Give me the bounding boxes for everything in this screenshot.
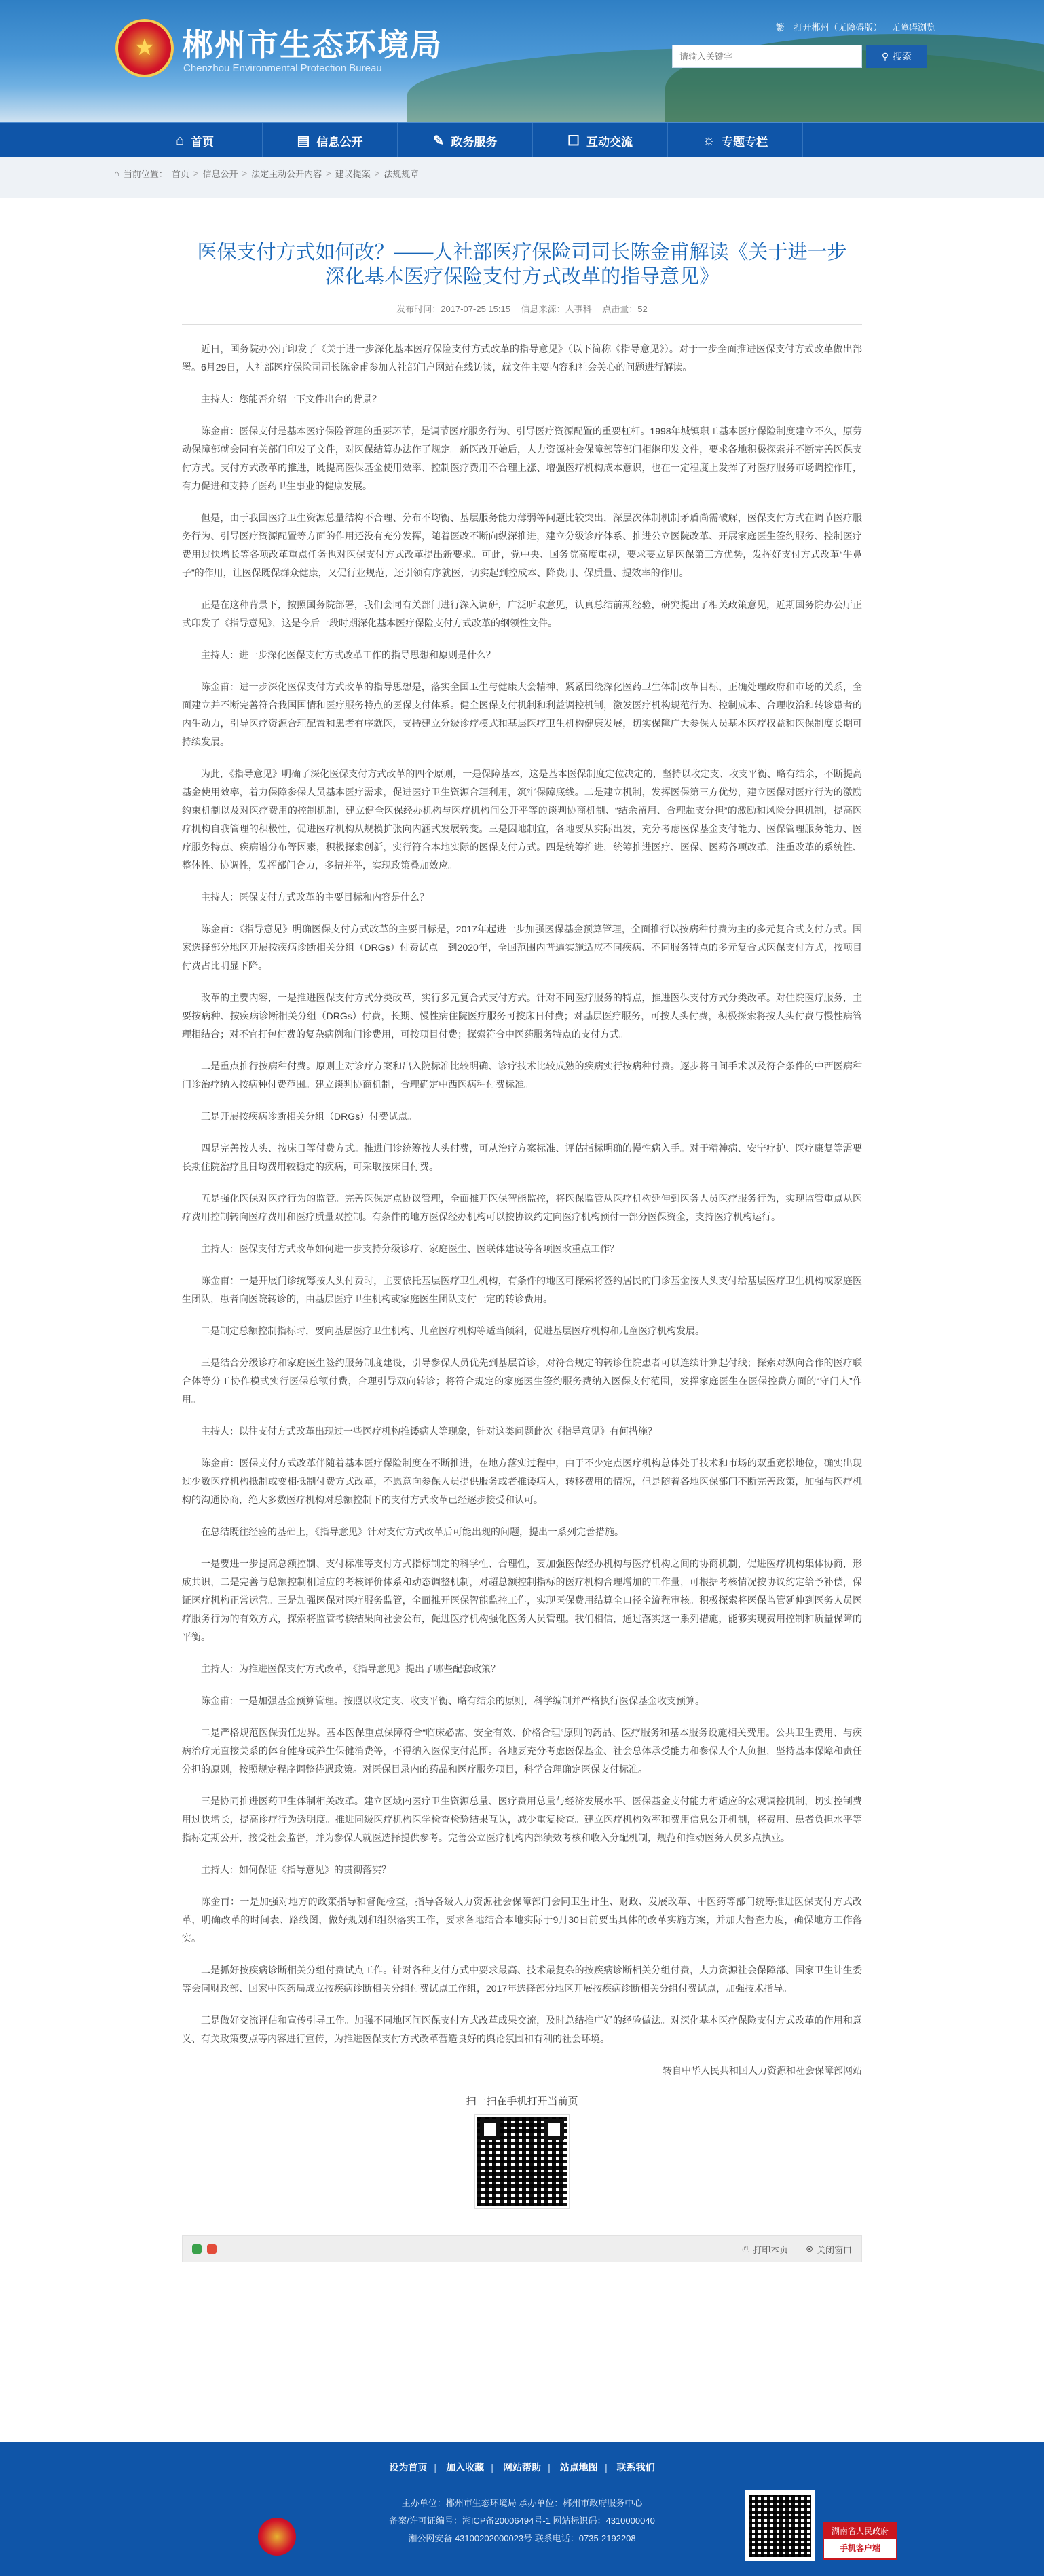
- breadcrumb-info-disclosure[interactable]: 信息公开: [202, 169, 238, 179]
- nav-item-government-services[interactable]: [398, 123, 533, 158]
- article-paragraph: 主持人：您能否介绍一下文件出台的背景？: [201, 394, 381, 405]
- article-title-line: 医保支付方式如何改？——人社部医疗保险司司长陈金甫解读《关于进一步: [197, 242, 847, 263]
- article-paragraph: 主持人：以往支付方式改革出现过一些医疗机构推诿病人等现象，针对这类问题此次《指导意见》有何措施？: [201, 1426, 657, 1437]
- footer-icp: 备案/许可证编号：湘ICP备20006494号-1 网站标识码：4310000040: [389, 2516, 655, 2526]
- footer-police-record: 湘公网安备 43100202000023号 联系电话：0735-2192208: [408, 2533, 636, 2543]
- article-paragraph: 陈金甫：《指导意见》明确医保支付方式改革的主要目标是，2017年起进一步加强医保基金预算管理，全面推行以按病种付费为主的多元复合式支付方式。国家选择部分地区开展按疾病诊断相关分组（DRGs）付费试点。到2020年，全国范围内普遍实施适应不同疾病、不同服务特点的多元复合式医保支付方式，按项目付费占比明显下降。: [182, 924, 862, 972]
- pen-icon: ✎: [432, 133, 445, 149]
- close-window-button[interactable]: [806, 2243, 852, 2256]
- article-paragraph: 一是要进一步提高总额控制、支付标准等支付方式指标制定的科学性、合理性，要加强医保经办机构与医疗机构之间的协商机制，促进医疗机构集体协商，形成共识，二是完善与总额控制相适应的考核评价体系和动态调整机制，对超总额控制指标的医疗机构合理增加的工作量，可根据考核情况按协议约定给予补偿，保证医疗机构正常运营。三是加强医保对医疗服务监管，全面推开医保智能监控工作，实现医保费用结算全口径全流程审核。积极探索将医保监管延伸到医务人员医疗服务行为的有效方式，探索将监管考核结果向社会公布，促进医疗机构强化医务人员管理。我们相信，通过落实这一系列措施，能够实现费用控制和质量保障的平衡。: [182, 1558, 862, 1643]
- article-source-note: 转自中华人民共和国人力资源和社会保障部网站: [663, 2065, 862, 2077]
- breadcrumb-separator: >: [374, 168, 380, 178]
- article-paragraph: 陈金甫：一是开展门诊统筹按人头付费时，主要依托基层医疗卫生机构，有条件的地区可探索将签约居民的门诊基金按人头支付给基层医疗卫生机构或家庭医生团队，患者向医院转诊的，由基层医疗卫生机构或家庭医生团队支付一定的转诊费用。: [182, 1275, 862, 1305]
- hunan-gov-app-badge[interactable]: [823, 2522, 897, 2560]
- article-paragraph: 但是，由于我国医疗卫生资源总量结构不合理、分布不均衡、基层服务能力薄弱等问题比较突出，深层次体制机制矛盾尚需破解，医保支付方式在调节医疗服务行为、引导医疗资源配置等方面的作用还没有充分发挥，随着医改不断向纵深推进，建立分级诊疗体系、推进公立医院改革、开展家庭医生签约服务、控制医疗费用过快增长等各项改革重点任务也对医保支付方式改革提出新要求。可此，党中央、国务院高度重视，要求要立足医保第三方优势，发挥好支付方式改革“牛鼻子”的作用，让医保既保群众健康，又促行业规范，还引领有序就医，切实起到控成本、降费用、保质量、提效率的作用。: [182, 512, 862, 579]
- article-title-line: 深化基本医疗保险支付方式改革的指导意见》: [324, 266, 719, 288]
- article-paragraph: 陈金甫：一是加强对地方的政策指导和督促检查，指导各级人力资源社会保障部门会同卫生计生、财政、发展改革、中医药等部门统筹推进医保支付方式改革，明确改革的时间表、路线图，做好规划和组织落实工作，要求各地结合本地实际于9月30日前要出具体的改革实施方案，并加大督查力度，确保地方工作落实。: [182, 1896, 862, 1944]
- article-body: [182, 340, 862, 2080]
- hit-count: 点击量：52: [602, 304, 648, 315]
- footer-link-bookmark[interactable]: 加入收藏: [446, 2462, 485, 2473]
- article-paragraph: 主持人：进一步深化医保支付方式改革工作的指导思想和原则是什么？: [201, 649, 496, 661]
- info-source: 信息来源：人事科: [521, 304, 592, 315]
- search-icon: ⚲: [881, 50, 889, 62]
- article-paragraph: 五是强化医保对医疗行为的监管。完善医保定点协议管理，全面推开医保智能监控，将医保监管从医疗机构延伸到医务人员医疗服务行为，实现监管重点从医疗费用控制转向医疗费用和医疗质量双控制。有条件的地方医保经办机构可以按协议约定向医疗机构预付一部分医保资金，支持医疗机构运行。: [182, 1193, 862, 1223]
- article-paragraph: 主持人：医保支付方式改革如何进一步支持分级诊疗、家庭医生、医联体建设等各项医改重点工作？: [201, 1243, 619, 1255]
- breadcrumb-regulations[interactable]: 法规规章: [384, 169, 420, 179]
- page-qr-code: [475, 2115, 569, 2208]
- main-nav: [0, 122, 1044, 158]
- search-button[interactable]: [866, 45, 927, 68]
- share-icons: [192, 2244, 217, 2254]
- search-input[interactable]: [672, 45, 862, 68]
- breadcrumb-legal-content[interactable]: 法定主动公开内容: [251, 169, 322, 179]
- search-button-label: 搜索: [893, 51, 912, 62]
- close-label: 关闭窗口: [816, 2244, 852, 2255]
- footer-link-contact[interactable]: 联系我们: [616, 2462, 655, 2473]
- location-icon: ⌂: [114, 168, 119, 178]
- printer-icon: ⎙: [742, 2243, 750, 2254]
- top-links: [769, 20, 935, 33]
- article-paragraph: 改革的主要内容，一是推进医保支付方式分类改革，实行多元复合式支付方式。针对不同医疗服务的特点，推进医保支付方式分类改革。对住院医疗服务，主要按病种、按疾病诊断相关分组（DRGs）付费，长期、慢性病住院医疗服务可按床日付费；对基层医疗服务，可按人头付费，积极探索将按人头付费与慢性病管理相结合；对不宜打包付费的复杂病例和门诊费用，可按项目付费；探索符合中医药服务特点的支付方式。: [182, 992, 862, 1040]
- article-paragraph: 为此，《指导意见》明确了深化医保支付方式改革的四个原则，一是保障基本，这是基本医保制度定位决定的，坚持以收定支、收支平衡、略有结余，不断提高基金使用效率，着力保障参保人员基本医疗需求，促进医疗卫生资源合理利用，筑牢保障底线。二是建立机制，发挥医保第三方优势，建立医保对医疗行为的激励约束机制以及对医疗费用的控制机制，建立健全医保经办机构与医疗机构间公开平等的谈判协商机制、“结余留用、合理超支分担”的激励和风险分担机制，提高医疗机构自我管理的积极性，促进医疗机构从规模扩张向内涵式发展转变。三是因地制宜，各地要从实际出发，充分考虑医保基金支付能力、医保管理服务能力、医疗服务特点、疾病谱分布等因素，积极探索创新，实行符合本地实际的医保支付方式。四是统筹推进，统筹推进医疗、医保、医药各项改革，注重改革的系统性、整体性、协调性，发挥部门合力，多措并举，实现政策叠加效应。: [182, 768, 862, 871]
- article-paragraph: 三是开展按疾病诊断相关分组（DRGs）付费试点。: [201, 1111, 417, 1122]
- party-emblem-icon[interactable]: [258, 2518, 296, 2556]
- article-paragraph: 陈金甫：医保支付是基本医疗保险管理的重要环节，是调节医疗服务行为、引导医疗资源配置的重要杠杆。1998年城镇职工基本医疗保险制度建立不久，原劳动保障部就会同有关部门印发了文件，对医保结算办法作了规定。新医改开始后，人力资源社会保障部等部门相继印发文件，要求各地积极探索并不断完善医保支付方式。支付方式改革的推进，既提高医保基金使用效率、控制医疗费用不合理上涨、增强医疗机构成本意识，也在一定程度上发挥了对医疗服务市场调控作用，有力促进和支持了医药卫生事业的健康发展。: [182, 425, 862, 492]
- badge-bottom-text: 手机客户端: [839, 2543, 880, 2553]
- print-label: 打印本页: [753, 2244, 789, 2255]
- footer-links: 设为首页 | 加入收藏 | 网站帮助 | 站点地图 | 联系我们: [389, 2462, 655, 2473]
- article-paragraph: 三是结合分级诊疗和家庭医生签约服务制度建设，引导参保人员优先到基层首诊，对符合规定的转诊住院患者可以连续计算起付线；探索对纵向合作的医疗联合体等分工协作模式实行医保总额付费，合理引导双向转诊；将符合规定的家庭医生签约服务费纳入医保支付范围，发挥家庭医生在医保控费方面的“守门人”作用。: [182, 1357, 862, 1405]
- site-title[interactable]: 郴州市生态环境局: [182, 26, 443, 63]
- qr-section: [182, 2094, 862, 2208]
- footer-organizer: 主办单位：郴州市生态环境局 承办单位：郴州市政府服务中心: [401, 2498, 643, 2508]
- publish-date: 发布时间：2017-07-25 15:15: [396, 304, 510, 315]
- nav-item-special-topics[interactable]: [668, 123, 803, 158]
- article-paragraph: 在总结既往经验的基础上，《指导意见》针对支付方式改革后可能出现的问题，提出一系列完善措施。: [201, 1526, 624, 1538]
- nav-item-label: 信息公开: [316, 135, 363, 149]
- article-paragraph: 三是协同推进医药卫生体制相关改革。建立区域内医疗卫生资源总量、医疗费用总量与经济发展水平、医保基金支付能力相适应的宏观调控机制，切实控制费用过快增长，提高诊疗行为透明度。推进同级医疗机构医学检查检验结果互认，减少重复检查。建立医疗机构效率和费用信息公开机制，将费用、患者负担水平等指标定期公开，接受社会监督，并为参保人就医选择提供参考。完善公立医疗机构内部绩效考核和收入分配机制，规范和推动医务人员多点执业。: [182, 1796, 862, 1844]
- footer-qr-code: [745, 2490, 815, 2561]
- book-icon: ▤: [297, 133, 310, 149]
- breadcrumb-separator: >: [326, 168, 331, 178]
- breadcrumb-home[interactable]: 首页: [171, 169, 189, 179]
- breadcrumb-separator: >: [193, 168, 199, 178]
- accessibility-link[interactable]: 无障碍浏览: [891, 22, 935, 33]
- article-paragraph: 主持人：医保支付方式改革的主要目标和内容是什么？: [201, 892, 429, 903]
- nav-item-home[interactable]: [128, 123, 263, 158]
- article-container: [182, 198, 862, 2262]
- footer-link-help[interactable]: 网站帮助: [503, 2462, 541, 2473]
- weibo-share-icon[interactable]: [207, 2244, 217, 2254]
- article-title: [182, 240, 862, 289]
- wechat-share-icon[interactable]: [192, 2244, 202, 2254]
- site-subtitle: Chenzhou Environmental Protection Bureau: [183, 62, 382, 74]
- home-icon: ⌂: [175, 132, 185, 148]
- article-paragraph: 陈金甫：医保支付方式改革伴随着基本医疗保险制度在不断推进，在地方落实过程中，由于不少定点医疗机构总体处于技术和市场的双重宽松地位，确实出现过少数医疗机构抵制或变相抵制付费方式改革，不愿意向参保人员提供服务或者推诿病人，转移费用的情况，但是随着各地医保部门不断完善政策，加强与医疗机构的沟通协商，绝大多数医疗机构对总额控制下的支付方式改革已经逐步接受和认可。: [182, 1458, 862, 1506]
- article-paragraph: 二是抓好按疾病诊断相关分组付费试点工作。针对各种支付方式中要求最高、技术最复杂的按疾病诊断相关分组付费，人力资源社会保障部、国家卫生计生委等会同财政部、国家中医药局成立按疾病诊断相关分组付费试点工作组，2017年选择部分地区开展按疾病诊断相关分组付费试点，加强技术指导。: [182, 1965, 862, 1994]
- footer-link-sitemap[interactable]: 站点地图: [559, 2462, 598, 2473]
- breadcrumb-prefix: 当前位置：: [123, 169, 168, 179]
- article-paragraph: 二是严格规范医保责任边界。基本医保重点保障符合“临床必需、安全有效、价格合理”原则的药品、医疗服务和基本服务设施相关费用。公共卫生费用、与疾病治疗无直接关系的体育健身或养生保健消费等，不得纳入医保支付范围。各地要充分考虑医保基金、社会总体承受能力和参保人个人负担，坚持基本保障和责任分担的原则，按照规定程序调整待遇政策。对医保目录内的药品和医疗服务项目，科学合理确定医保支付标准。: [182, 1727, 862, 1775]
- national-emblem-icon: ★: [115, 19, 174, 77]
- article-paragraph: 主持人：如何保证《指导意见》的贯彻落实？: [201, 1864, 391, 1876]
- badge-top-text: 湖南省人民政府: [824, 2523, 896, 2539]
- article-paragraph: 陈金甫：一是加强基金预算管理。按照以收定支、收支平衡、略有结余的原则，科学编制并严格执行医保基金收支预算。: [201, 1695, 705, 1707]
- article-paragraph: 三是做好交流评估和宣传引导工作。加强不同地区间医保支付方式改革成果交流，及时总结推广好的经验做法。对深化基本医疗保险支付方式改革的作用和意义、有关政策要点等内容进行宣传，为推进医保支付方式改革营造良好的舆论氛围和有利的社会环境。: [182, 2015, 862, 2045]
- nav-item-interaction[interactable]: [533, 123, 668, 158]
- nav-item-label: 互动交流: [586, 135, 633, 149]
- nav-item-label: 政务服务: [451, 135, 498, 149]
- article-paragraph: 陈金甫：进一步深化医保支付方式改革的指导思想是，落实全国卫生与健康大会精神，紧紧围绕深化医药卫生体制改革目标，正确处理政府和市场的关系，全面建立并不断完善符合我国国情和医疗服务特点的医保支付体系。健全医保支付机制和利益调控机制，激发医疗机构规范行为、控制成本、合理收治和转诊患者的内生动力，引导医疗资源合理配置和患者有序就医，支持建立分级诊疗模式和基层医疗卫生机构健康发展，切实保障广大参保人员基本医疗权益和医保制度长期可持续发展。: [182, 681, 862, 748]
- nav-item-label: 专题专栏: [722, 135, 768, 149]
- article-toolbar: [182, 2235, 862, 2262]
- site-footer: [0, 2442, 1044, 2576]
- breadcrumb-proposals[interactable]: 建议提案: [335, 169, 371, 179]
- chat-icon: ☐: [567, 133, 580, 149]
- article-paragraph: 近日，国务院办公厅印发了《关于进一步深化基本医疗保险支付方式改革的指导意见》（以下简称《指导意见》）。对于一步全面推进医保支付方式改革做出部署。6月29日，人社部医疗保险司司长陈金甫参加人社部门户网站在线访谈，就文件主要内容和社会关心的问题进行解读。: [182, 343, 862, 373]
- site-header: [0, 0, 1044, 122]
- print-button[interactable]: [743, 2243, 788, 2256]
- footer-link-set-home[interactable]: 设为首页: [389, 2462, 428, 2473]
- nav-item-info-disclosure[interactable]: [263, 123, 398, 158]
- mobile-version-link[interactable]: 打开郴州（无障碍版）: [794, 22, 882, 33]
- close-icon: ⊗: [806, 2243, 813, 2254]
- article-paragraph: 正是在这种背景下，按照国务院部署，我们会同有关部门进行深入调研，广泛听取意见，认真总结前期经验，研究提出了相关政策意见，近期国务院办公厅正式印发了《指导意见》，这是今后一段时期深化基本医疗保险支付方式改革的纲领性文件。: [182, 599, 862, 629]
- article-paragraph: 二是重点推行按病种付费。原则上对诊疗方案和出入院标准比较明确、诊疗技术比较成熟的疾病实行按病种付费。逐步将日间手术以及符合条件的中西医病种门诊治疗纳入按病种付费范围。建立谈判协商机制，合理确定中西医病种付费标准。: [182, 1061, 862, 1091]
- traditional-chinese-link[interactable]: 繁: [775, 22, 785, 33]
- article-paragraph: 主持人：为推进医保支付方式改革，《指导意见》提出了哪些配套政策？: [201, 1663, 500, 1675]
- qr-caption: 扫一扫在手机打开当前页: [466, 2096, 578, 2108]
- breadcrumb: [114, 167, 419, 180]
- article-paragraph: 四是完善按人头、按床日等付费方式。推进门诊统筹按人头付费，可从治疗方案标准、评估指标明确的慢性病入手。对于精神病、安宁疗护、医疗康复等需要长期住院治疗且日均费用较稳定的疾病，可采取按床日付费。: [182, 1143, 862, 1173]
- breadcrumb-separator: >: [242, 168, 248, 178]
- nav-item-label: 首页: [191, 135, 215, 149]
- article-paragraph: 二是制定总额控制指标时，要向基层医疗卫生机构、儿童医疗机构等适当倾斜，促进基层医疗机构和儿童医疗机构发展。: [201, 1325, 705, 1337]
- article-meta: [182, 302, 862, 325]
- lightbulb-icon: ☼: [702, 132, 715, 148]
